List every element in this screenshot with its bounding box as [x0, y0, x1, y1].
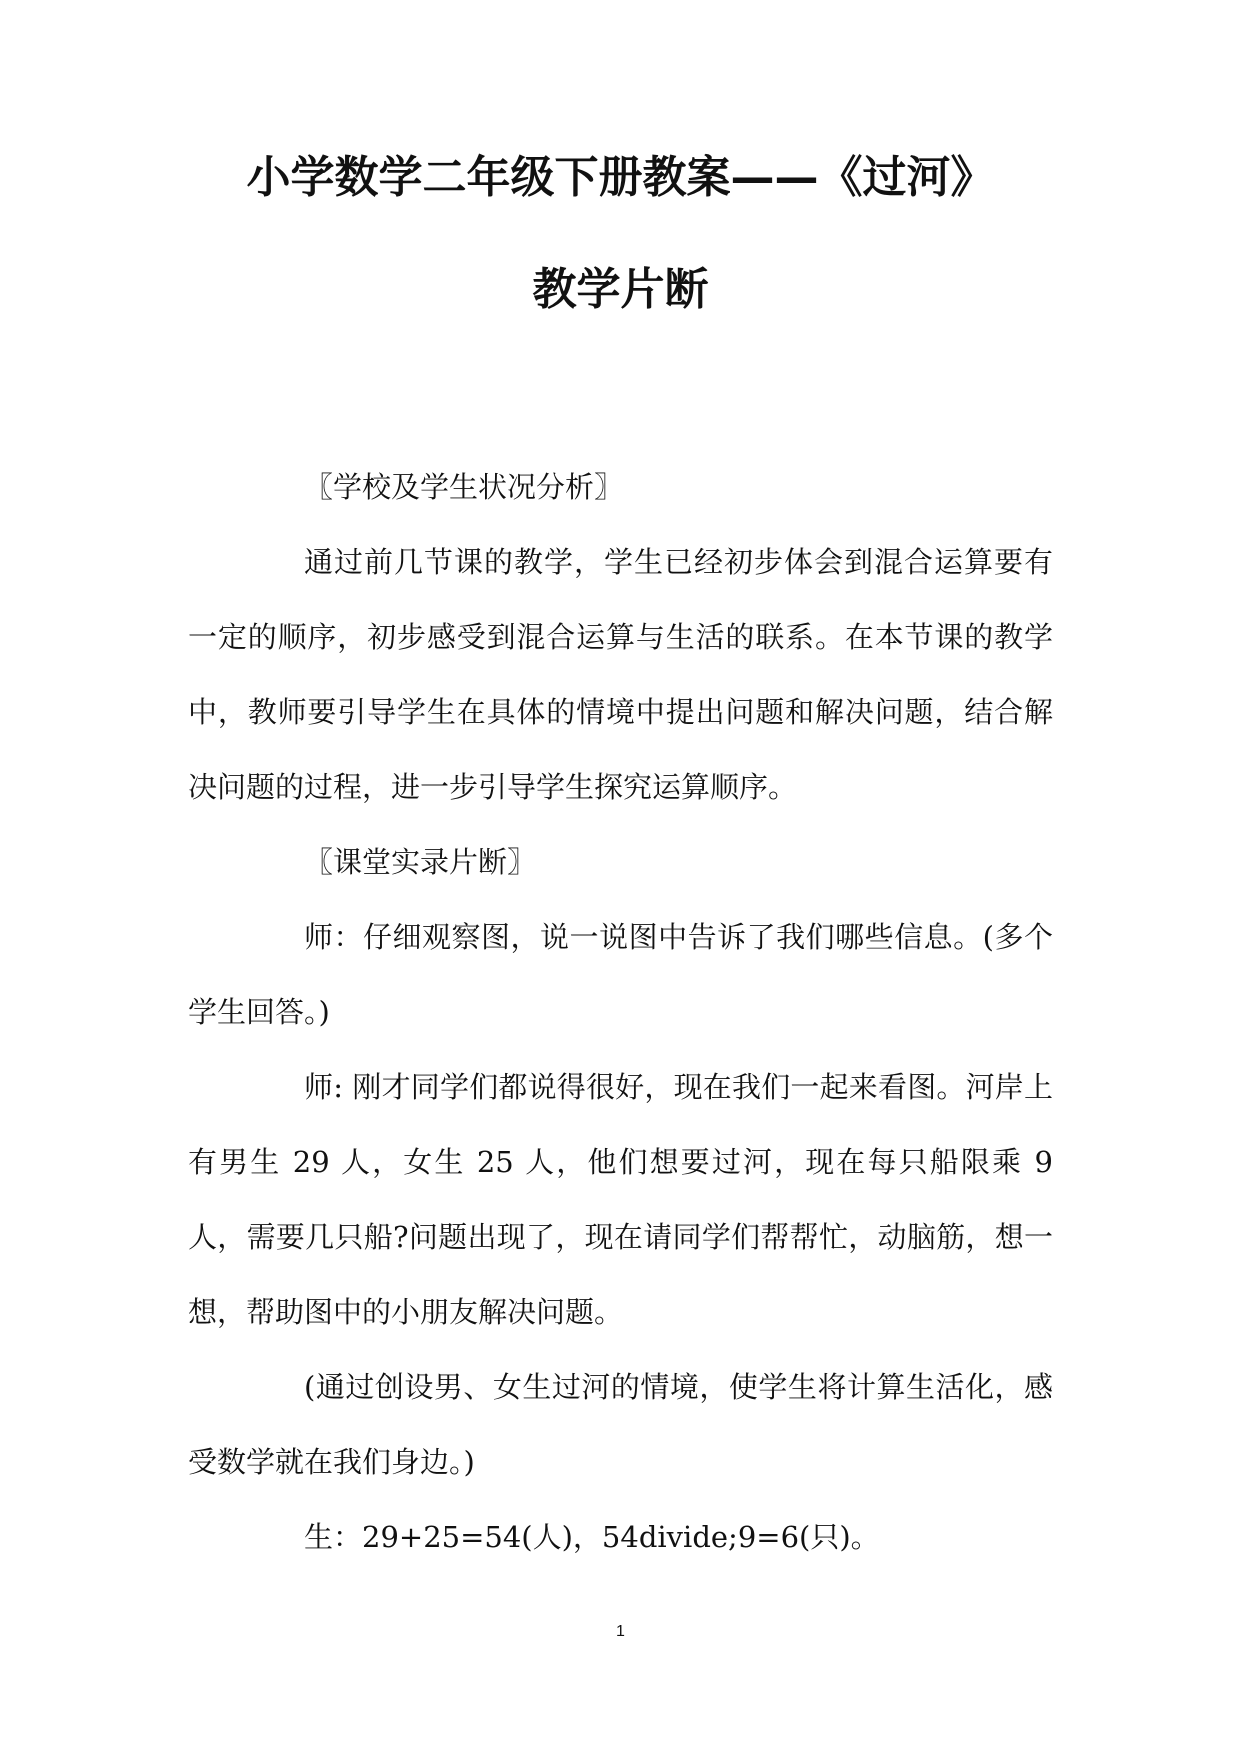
document-title: 小学数学二年级下册教案——《过河》: [246, 152, 995, 203]
paragraph-teacher-question: 师：仔细观察图，说一说图中告诉了我们哪些信息。(多个学生回答。): [188, 920, 1053, 1029]
paragraph-teacher-problem: 师: 刚才同学们都说得很好，现在我们一起来看图。河岸上有男生 29 人，女生 25 人，他们想要过河，现在每只船限乘 9 人，需要几只船?问题出现了，现在请同学们帮帮忙，动脑筋，想一想，帮助图中的小朋友解决问题。: [188, 1070, 1053, 1329]
page-number: 1: [616, 1623, 625, 1640]
document-title-continued: 教学片断: [532, 264, 709, 315]
paragraph-analysis: 通过前几节课的教学，学生已经初步体会到混合运算要有一定的顺序，初步感受到混合运算与生活的联系。在本节课的教学中，教师要引导学生在具体的情境中提出问题和解决问题，结合解决问题的过程，进一步引导学生探究运算顺序。: [188, 545, 1053, 804]
section-heading-school-analysis: 〖学校及学生状况分析〗: [304, 470, 624, 504]
document-body: [188, 450, 1053, 1575]
paragraph-student-answer: 生：29+25=54(人)，54divide;9=6(只)。: [304, 1520, 880, 1554]
section-heading-classroom-record: 〖课堂实录片断〗: [304, 845, 537, 879]
paragraph-commentary: (通过创设男、女生过河的情境，使学生将计算生活化，感受数学就在我们身边。): [188, 1370, 1053, 1479]
